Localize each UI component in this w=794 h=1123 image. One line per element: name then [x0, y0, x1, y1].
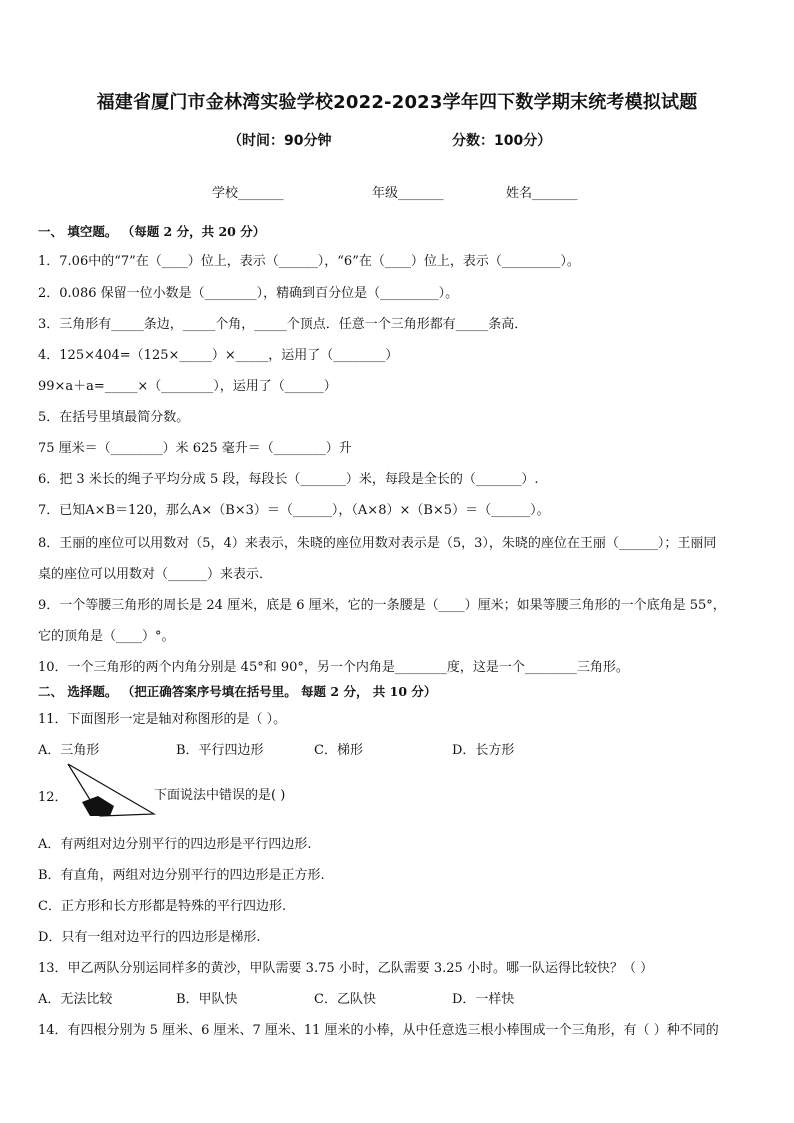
question-3: 3．三角形有_____条边，_____个角，_____个顶点．任意一个三角形都有_____条高． — [38, 317, 528, 332]
question-8a: 8．王丽的座位可以用数对（5，4）来表示，朱晓的座位用数对表示是（5，3），朱晓的座位在王丽（______）；王丽同 — [38, 536, 717, 551]
q13-option-a: A．无法比较 — [38, 992, 113, 1007]
q12-option-b: B．有直角，两组对边分别平行的四边形是正方形. — [38, 868, 325, 883]
question-7: 7．已知A×B＝120，那么A×（B×3）＝（______），（A×8）×（B×5）＝（______）。 — [38, 503, 550, 518]
section1-heading: 一、 填空题。 （每题 2 分，共 20 分） — [38, 224, 266, 239]
question-12-number: 12． — [38, 790, 68, 805]
question-2: 2．0.086 保留一位小数是（________），精确到百分位是（_________）。 — [38, 286, 459, 301]
q11-option-b: B．平行四边形 — [176, 743, 264, 758]
question-9a: 9．一个等腰三角形的周长是 24 厘米，底是 6 厘米，它的一条腰是（____）厘米；如果等腰三角形的一个底角是 55°， — [38, 598, 726, 613]
q11-option-c: C．梯形 — [314, 743, 363, 758]
question-13: 13．甲乙两队分别运同样多的黄沙，甲队需要 3.75 小时，乙队需要 3.25 小时。哪一队运得比较快？（ ） — [38, 961, 654, 976]
q13-option-d: D．一样快 — [452, 992, 515, 1007]
q12-option-d: D．只有一组对边平行的四边形是梯形. — [38, 930, 261, 945]
q11-option-d: D．长方形 — [452, 743, 515, 758]
question-9b: 它的顶角是（____）°。 — [38, 629, 175, 644]
q13-option-c: C．乙队快 — [314, 992, 376, 1007]
exam-score: 分数：100分） — [452, 133, 552, 149]
section2-heading: 二、 选择题。 （把正确答案序号填在括号里。 每题 2 分， 共 10 分） — [38, 684, 437, 699]
question-10: 10．一个三角形的两个内角分别是 45°和 90°，另一个内角是________度，这是一个________三角形。 — [38, 660, 629, 675]
question-5: 5．在括号里填最简分数。 — [38, 410, 190, 425]
question-4a: 4．125×404=（125×_____）×_____，运用了（________） — [38, 348, 399, 363]
question-4b: 99×a＋a=_____×（________），运用了（______） — [38, 379, 337, 394]
triangle-figure — [64, 762, 156, 820]
grade-field: 年级_______ — [372, 186, 444, 201]
question-1: 1．7.06中的“7”在（____）位上，表示（______），“6”在（____）位上，表示（_________）。 — [38, 254, 580, 269]
question-6: 6．把 3 米长的绳子平均分成 5 段，每段长（_______）米，每段是全长的（_______）. — [38, 472, 539, 487]
exam-title: 福建省厦门市金林湾实验学校2022-2023学年四下数学期末统考模拟试题 — [96, 92, 698, 113]
question-11: 11．下面图形一定是轴对称图形的是（ ）。 — [38, 712, 287, 727]
question-12: 下面说法中错误的是( ) — [154, 788, 286, 803]
q13-option-b: B．甲队快 — [176, 992, 238, 1007]
q12-option-a: A．有两组对边分别平行的四边形是平行四边形. — [38, 837, 312, 852]
question-5b: 75 厘米＝（________）米 625 毫升＝（________）升 — [38, 441, 352, 456]
exam-time: （时间：90分钟 — [228, 133, 332, 149]
question-14: 14．有四根分别为 5 厘米、6 厘米、7 厘米、11 厘米的小棒，从中任意选三根小棒围成一个三角形，有（ ）种不同的 — [38, 1023, 719, 1038]
school-field: 学校_______ — [212, 186, 284, 201]
q12-option-c: C．正方形和长方形都是特殊的平行四边形. — [38, 899, 287, 914]
q11-option-a: A．三角形 — [38, 743, 100, 758]
question-8b: 桌的座位可以用数对（______）来表示． — [38, 567, 273, 582]
name-field: 姓名_______ — [506, 186, 578, 201]
